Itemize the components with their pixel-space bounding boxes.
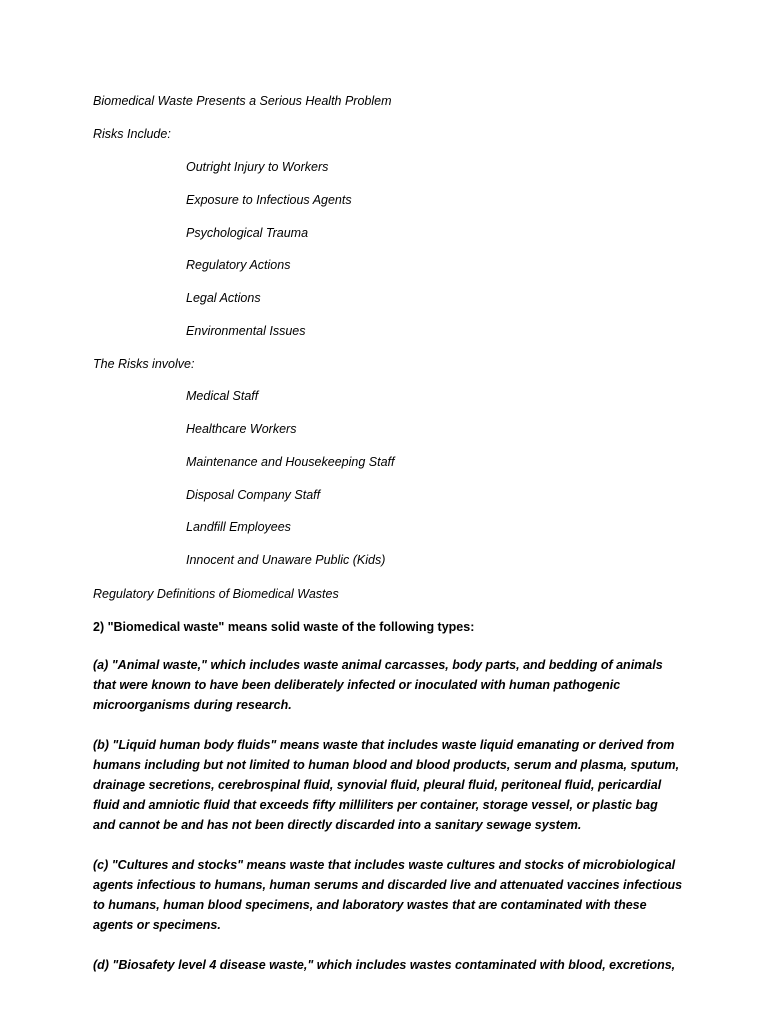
involve-heading: The Risks involve:	[93, 357, 195, 371]
involved-item: Medical Staff	[186, 389, 259, 403]
risk-item: Environmental Issues	[186, 324, 306, 338]
definition-paragraph-a: (a) "Animal waste," which includes waste animal carcasses, body parts, and bedding of animals that were known to have been deliberately infected or inoculated with human pathogenic microorganisms during research.	[93, 658, 663, 712]
involved-item: Healthcare Workers	[186, 422, 297, 436]
definition-paragraph-d: (d) "Biosafety level 4 disease waste," which includes wastes contaminated with blood, excretions,	[93, 958, 676, 972]
definitions-heading: Regulatory Definitions of Biomedical Wastes	[93, 587, 339, 601]
involved-item: Landfill Employees	[186, 520, 291, 534]
involved-item: Innocent and Unaware Public (Kids)	[186, 553, 386, 567]
document-title: Biomedical Waste Presents a Serious Health Problem	[93, 94, 392, 108]
risk-item: Regulatory Actions	[186, 258, 291, 272]
definition-paragraph-b: (b) "Liquid human body fluids" means waste that includes waste liquid emanating or derived from humans including but not limited to human blood and blood products, serum and plasma, sputum, drainage secretions, cerebrospinal fluid, synovial fluid, pleural fluid, peritoneal fluid, pericardial fluid and amniotic fluid that exceeds fifty milliliters per container, storage vessel, or plastic bag and cannot be and has not been directly discarded into a sanitary sewage system.	[93, 738, 680, 832]
risks-heading: Risks Include:	[93, 127, 171, 141]
risk-item: Legal Actions	[186, 291, 261, 305]
risk-item: Outright Injury to Workers	[186, 160, 329, 174]
involved-item: Maintenance and Housekeeping Staff	[186, 455, 395, 469]
definition-intro: 2) "Biomedical waste" means solid waste of the following types:	[93, 620, 475, 634]
involved-item: Disposal Company Staff	[186, 488, 321, 502]
definition-paragraph-c: (c) "Cultures and stocks" means waste that includes waste cultures and stocks of microbiological agents infectious to humans, human serums and discarded live and attenuated vaccines infectious to humans, human blood specimens, and laboratory wastes that are contaminated with these agents or specimens.	[93, 858, 683, 932]
risk-item: Exposure to Infectious Agents	[186, 193, 352, 207]
risk-item: Psychological Trauma	[186, 226, 309, 240]
